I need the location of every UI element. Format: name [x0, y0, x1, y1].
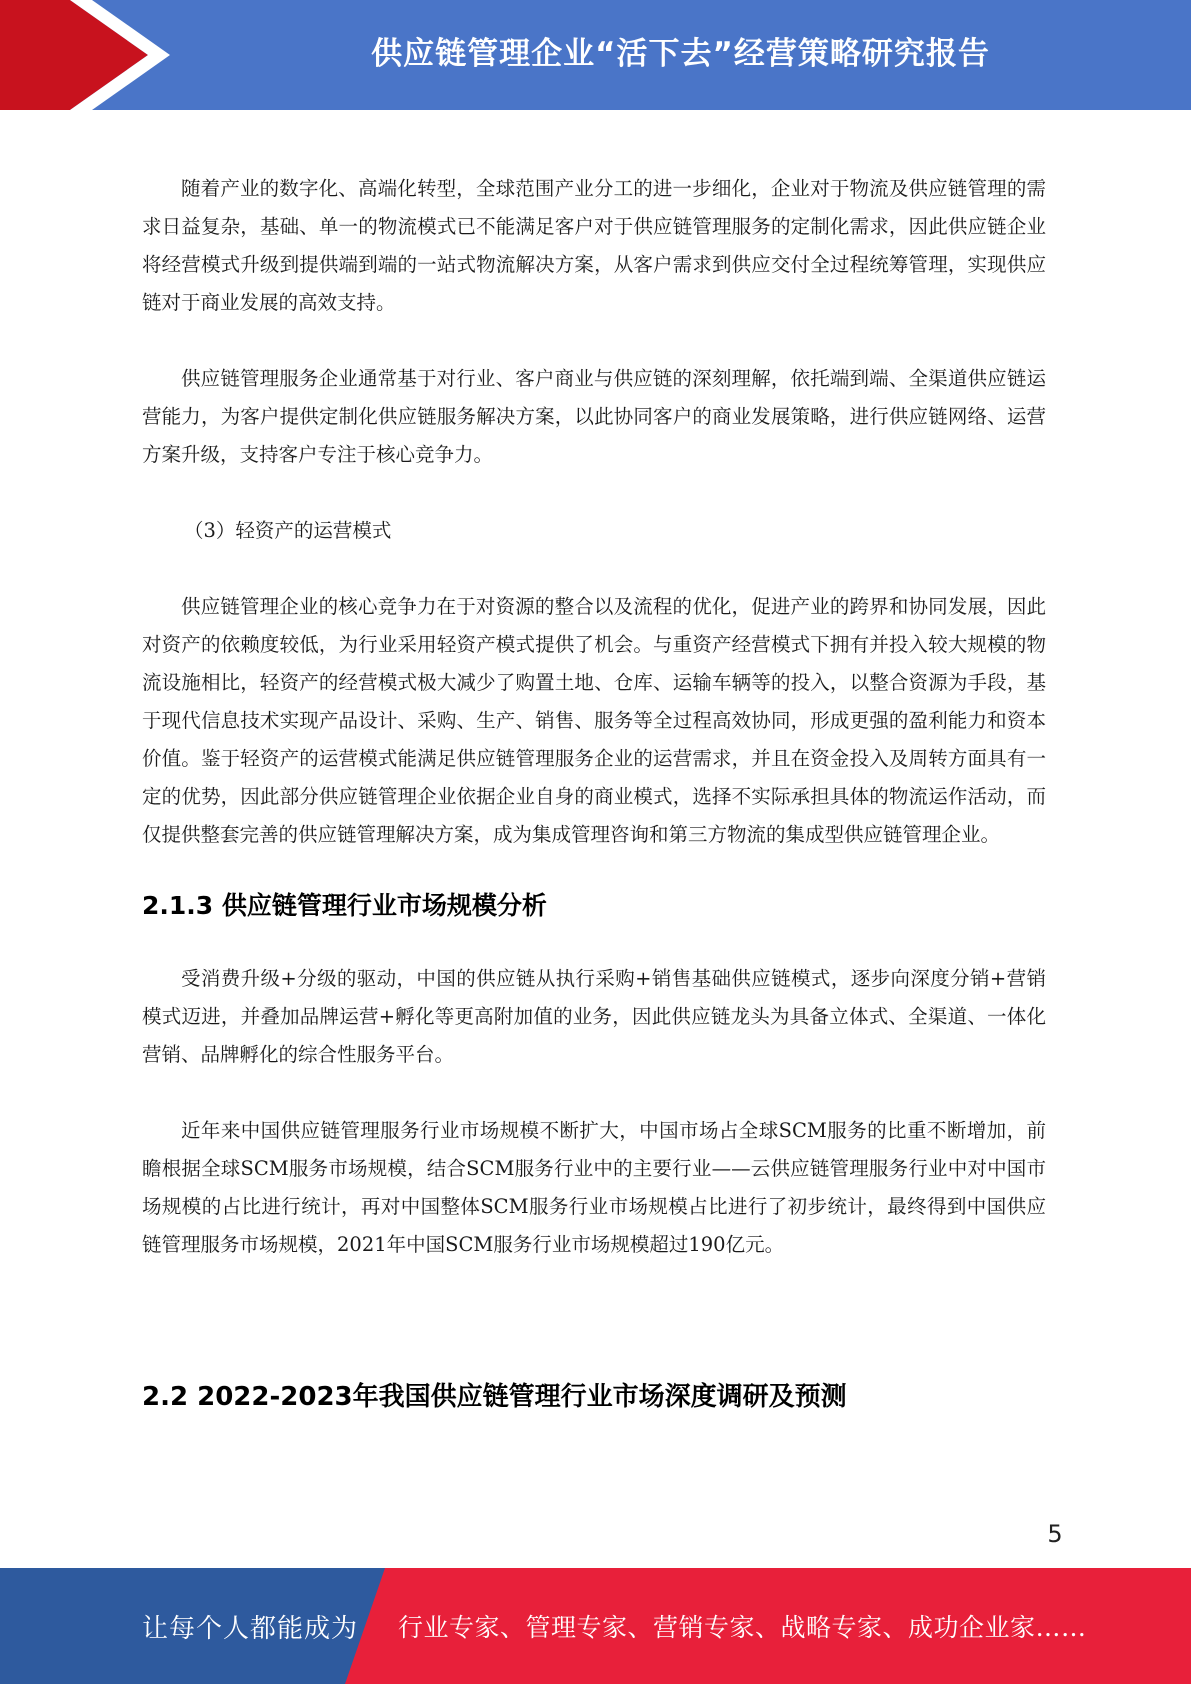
footer-tagline: 行业专家、管理专家、营销专家、战略专家、成功企业家……: [398, 1613, 1087, 1642]
paragraph: 近年来中国供应链管理服务行业市场规模不断扩大，中国市场占全球SCM服务的比重不断增加，前瞻根据全球SCM服务市场规模，结合SCM服务行业中的主要行业——云供应链管理服务行业中对中国市场规模的占比进行统计，再对中国整体SCM服务行业市场规模占比进行了初步统计，最终得到中国供应链管理服务市场规模，2021年中国SCM服务行业市场规模超过190亿元。: [142, 1119, 1046, 1256]
paragraph: 受消费升级+分级的驱动，中国的供应链从执行采购+销售基础供应链模式，逐步向深度分销+营销模式迈进，并叠加品牌运营+孵化等更高附加值的业务，因此供应链龙头为具备立体式、全渠道、一体化营销、品牌孵化的综合性服务平台。: [142, 967, 1046, 1066]
paragraph: 供应链管理服务企业通常基于对行业、客户商业与供应链的深刻理解，依托端到端、全渠道供应链运营能力，为客户提供定制化供应链服务解决方案，以此协同客户的商业发展策略，进行供应链网络、运营方案升级，支持客户专注于核心竞争力。: [142, 367, 1046, 466]
paragraph: 随着产业的数字化、高端化转型，全球范围产业分工的进一步细化，企业对于物流及供应链管理的需求日益复杂，基础、单一的物流模式已不能满足客户对于供应链管理服务的定制化需求，因此供应链企业将经营模式升级到提供端到端的一站式物流解决方案，从客户需求到供应交付全过程统筹管理，实现供应链对于商业发展的高效支持。: [142, 177, 1046, 314]
document-body: [142, 170, 1046, 1302]
page-header: [0, 0, 1191, 110]
section-heading: 2.1.3 供应链管理行业市场规模分析: [142, 891, 547, 920]
page-number: 5: [1047, 1520, 1063, 1548]
report-title: 供应链管理企业“活下去”经营策略研究报告: [371, 35, 990, 72]
paragraph: 供应链管理企业的核心竞争力在于对资源的整合以及流程的优化，促进产业的跨界和协同发展，因此对资产的依赖度较低，为行业采用轻资产模式提供了机会。与重资产经营模式下拥有并投入较大规模的物流设施相比，轻资产的经营模式极大减少了购置土地、仓库、运输车辆等的投入，以整合资源为手段，基于现代信息技术实现产品设计、采购、生产、销售、服务等全过程高效协同，形成更强的盈利能力和资本价值。鉴于轻资产的运营模式能满足供应链管理服务企业的运营需求，并且在资金投入及周转方面具有一定的优势，因此部分供应链管理企业依据企业自身的商业模式，选择不实际承担具体的物流运作活动，而仅提供整套完善的供应链管理解决方案，成为集成管理咨询和第三方物流的集成型供应链管理企业。: [142, 595, 1046, 846]
page-footer: [0, 1568, 1191, 1684]
subheading: （3）轻资产的运营模式: [184, 519, 392, 542]
footer-slogan: 让每个人都能成为: [142, 1613, 359, 1644]
section-heading: 2.2 2022-2023年我国供应链管理行业市场深度调研及预测: [142, 1382, 847, 1412]
